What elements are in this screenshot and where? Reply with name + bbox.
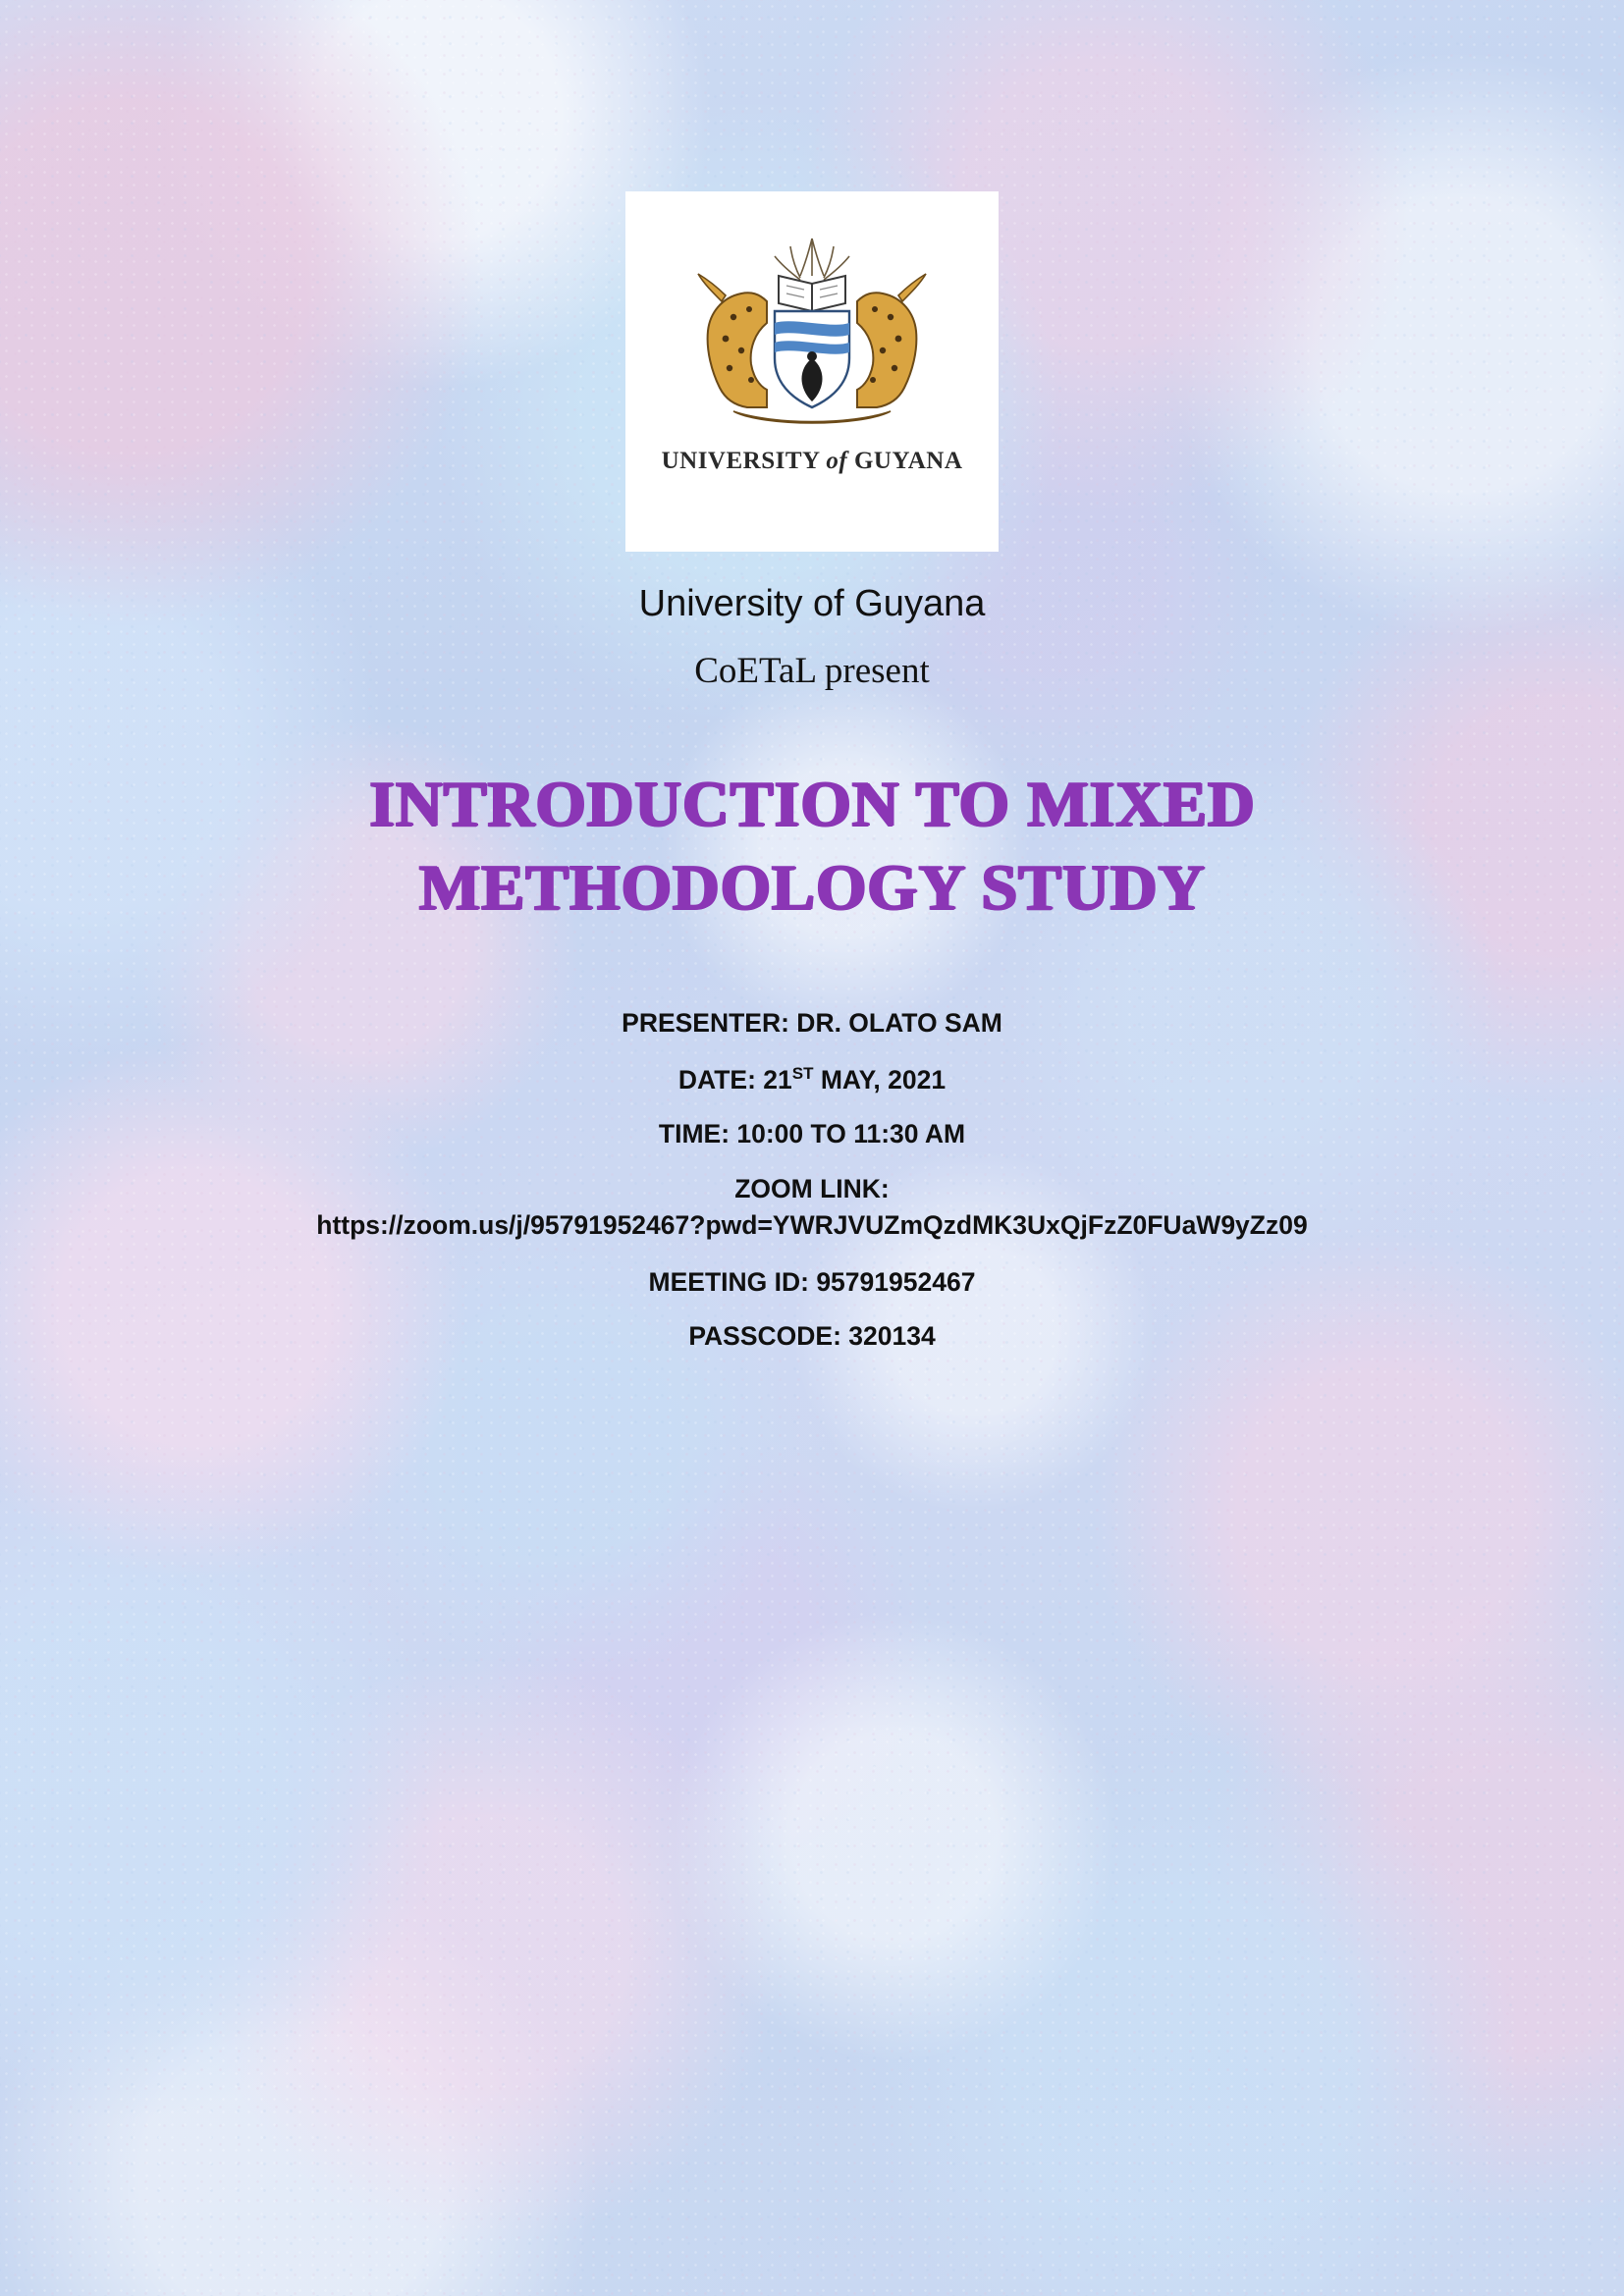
event-details	[0, 1009, 1624, 1352]
passcode-line: PASSCODE: 320134	[688, 1321, 936, 1352]
flyer-content	[0, 191, 1624, 1352]
shield	[775, 311, 849, 407]
left-jaguar	[698, 274, 767, 407]
page-title: INTRODUCTION TO MIXED METHODOLOGY STUDY	[368, 768, 1256, 925]
time-line: TIME: 10:00 TO 11:30 AM	[658, 1119, 966, 1149]
meeting-id-line: MEETING ID: 95791952467	[648, 1266, 976, 1297]
organization-name: University of Guyana	[638, 583, 986, 624]
date-ordinal-suffix: ST	[791, 1063, 814, 1083]
logo-caption-of: of	[826, 448, 848, 474]
coat-of-arms-icon	[665, 233, 959, 444]
date-prefix: DATE: 21	[677, 1064, 792, 1095]
logo-caption-university: UNIVERSITY	[661, 448, 820, 474]
presenter-line: PRESENTER: DR. OLATO SAM	[622, 1008, 1002, 1039]
open-book-icon	[779, 276, 845, 311]
university-logo	[625, 191, 999, 552]
right-jaguar	[857, 274, 926, 407]
zoom-link-url[interactable]: https://zoom.us/j/95791952467?pwd=YWRJVUZmQzdMK3UxQjFzZ0FUaW9yZz09	[316, 1209, 1308, 1240]
date-line	[0, 1064, 1624, 1095]
logo-caption-guyana: GUYANA	[853, 448, 963, 474]
presenting-unit: CoETaL present	[694, 650, 930, 691]
logo-caption	[662, 448, 963, 475]
date-rest: MAY, 2021	[813, 1064, 947, 1095]
zoom-link-label: ZOOM LINK:	[734, 1173, 890, 1203]
